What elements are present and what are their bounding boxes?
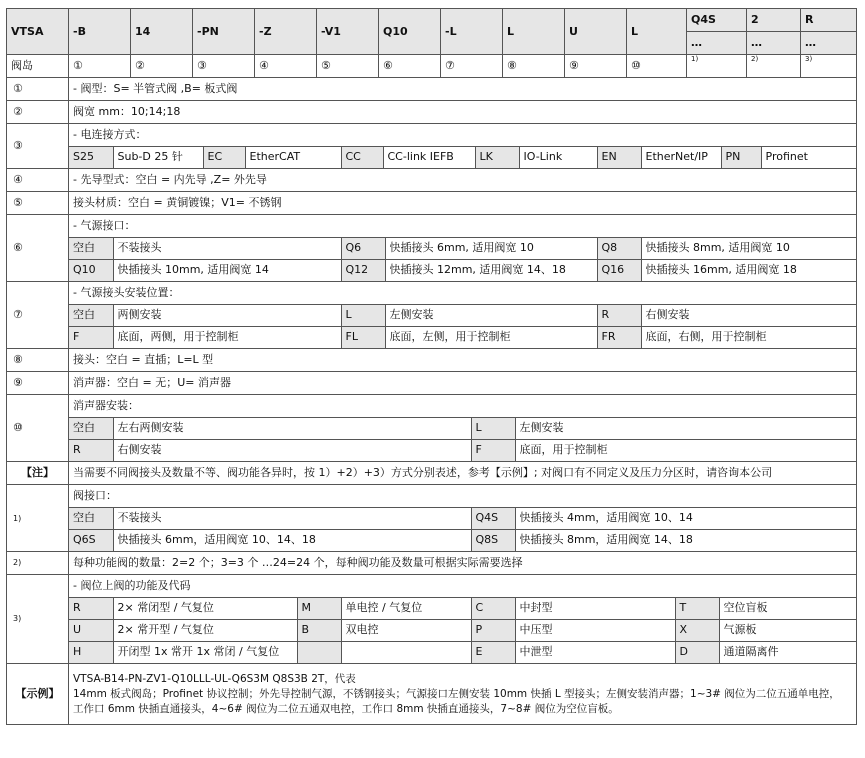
port-code: Q8S	[471, 529, 515, 551]
order-code-table	[6, 8, 856, 725]
port-code: Q4S	[471, 507, 515, 529]
supply-name: 快插接头 12mm, 适用阀宽 14、18	[385, 259, 597, 281]
row-label: 1)	[7, 485, 69, 552]
silencer-code: F	[471, 439, 515, 461]
silencer-mount-subtable	[69, 396, 857, 461]
row-connector	[7, 349, 857, 372]
position-name: 底面，右侧，用于控制柜	[641, 326, 857, 348]
row-label: ②	[7, 101, 69, 124]
row-label: ⑤	[7, 192, 69, 215]
supply-code: Q6	[341, 237, 385, 259]
row-text: 阀宽 mm：10;14;18	[69, 101, 857, 124]
function-code: R	[69, 597, 113, 619]
function-code: H	[69, 641, 113, 663]
header-c11: Q4S	[687, 9, 747, 32]
silencer-mount-title: 消声器安装：	[69, 396, 857, 418]
row-label: ④	[7, 169, 69, 192]
row-quantity	[7, 552, 857, 575]
row-label: 3)	[7, 575, 69, 664]
function-name: 空位盲板	[719, 597, 857, 619]
index-c0: 阀岛	[7, 55, 69, 78]
row-label: ①	[7, 78, 69, 101]
supply-position-subtable	[69, 283, 857, 348]
silencer-mount-block	[69, 395, 857, 462]
supply-name: 快插接头 10mm, 适用阀宽 14	[113, 259, 341, 281]
electrical-subtable	[69, 125, 857, 168]
function-name	[341, 641, 471, 663]
index-c6: ⑥	[379, 55, 441, 78]
supply-port-block	[69, 215, 857, 282]
example-line-1: VTSA-B14-PN-ZV1-Q10LLL-UL-Q6S3M Q8S3B 2T，代表	[73, 672, 356, 685]
silencer-code: 空白	[69, 417, 113, 439]
function-name: 2× 常开型 / 气复位	[113, 619, 297, 641]
index-c4: ④	[255, 55, 317, 78]
silencer-name: 左右两侧安装	[113, 417, 471, 439]
note-text: 当需要不同阀接头及数量不等、阀功能各异时，按 1）+2）+3）方式分别表述，参考【示例】; 对阀口有不同定义及压力分区时，请咨询本公司	[69, 462, 857, 485]
index-c5: ⑤	[317, 55, 379, 78]
silencer-name: 右侧安装	[113, 439, 471, 461]
supply-code: Q10	[69, 259, 113, 281]
position-code: 空白	[69, 304, 113, 326]
row-label: ⑩	[7, 395, 69, 462]
position-code: F	[69, 326, 113, 348]
valve-port-block	[69, 485, 857, 552]
header-c12: 2	[747, 9, 801, 32]
header-c3: -PN	[193, 9, 255, 55]
example-line-2: 14mm 板式阀岛；Profinet 协议控制；外先导控制气源，不锈钢接头；气源接口左侧安装 10mm 快插 L 型接头；左侧安装消声器；1~3# 阀位为二位五通单电控，	[73, 687, 840, 700]
valve-function-block	[69, 575, 857, 664]
index-c1: ①	[69, 55, 131, 78]
position-name: 底面，两侧，用于控制柜	[113, 326, 341, 348]
row-label: ⑨	[7, 372, 69, 395]
electrical-code: CC	[341, 146, 383, 168]
position-code: R	[597, 304, 641, 326]
row-pilot	[7, 169, 857, 192]
supply-name: 不装接头	[113, 237, 341, 259]
note-label: 【注】	[7, 462, 69, 485]
supply-position-block	[69, 282, 857, 349]
row-text: 消声器：空白 = 无；U= 消声器	[69, 372, 857, 395]
function-name: 气源板	[719, 619, 857, 641]
electrical-code: LK	[475, 146, 519, 168]
header-c0: VTSA	[7, 9, 69, 55]
row-label: ⑦	[7, 282, 69, 349]
header-c4: -Z	[255, 9, 317, 55]
function-name: 通道隔离件	[719, 641, 857, 663]
function-name: 中泄型	[515, 641, 675, 663]
position-code: L	[341, 304, 385, 326]
function-name: 开闭型 1x 常开 1x 常闭 / 气复位	[113, 641, 297, 663]
port-name: 快插接头 4mm，适用阀宽 10、14	[515, 507, 857, 529]
row-supply-position	[7, 282, 857, 349]
valve-port-title: 阀接口：	[69, 486, 857, 508]
electrical-name: Profinet	[761, 146, 857, 168]
electrical-code: EN	[597, 146, 641, 168]
function-code: B	[297, 619, 341, 641]
function-name: 中压型	[515, 619, 675, 641]
silencer-name: 左侧安装	[515, 417, 857, 439]
row-text: - 阀型：S= 半管式阀 ,B= 板式阀	[69, 78, 857, 101]
position-code: FR	[597, 326, 641, 348]
index-c10: ⑩	[627, 55, 687, 78]
port-code: 空白	[69, 507, 113, 529]
position-name: 底面，左侧，用于控制柜	[385, 326, 597, 348]
header-code-row	[7, 9, 857, 32]
function-code: C	[471, 597, 515, 619]
header-c11-ellipsis: …	[687, 32, 747, 55]
function-code: U	[69, 619, 113, 641]
header-c12-ellipsis: …	[747, 32, 801, 55]
electrical-name: CC-link IEFB	[383, 146, 475, 168]
row-label: ⑧	[7, 349, 69, 372]
supply-port-subtable	[69, 216, 857, 281]
function-name: 2× 常闭型 / 气复位	[113, 597, 297, 619]
silencer-code: L	[471, 417, 515, 439]
function-code: X	[675, 619, 719, 641]
valve-port-subtable	[69, 486, 857, 551]
function-code	[297, 641, 341, 663]
row-text: 接头：空白 = 直插；L=L 型	[69, 349, 857, 372]
function-code: P	[471, 619, 515, 641]
function-name: 中封型	[515, 597, 675, 619]
electrical-name: IO-Link	[519, 146, 597, 168]
row-label: 2)	[7, 552, 69, 575]
supply-port-title: - 气源接口：	[69, 216, 857, 238]
header-c10: L	[627, 9, 687, 55]
row-silencer-mount	[7, 395, 857, 462]
index-c11: 1)	[687, 55, 747, 78]
supply-code: Q16	[597, 259, 641, 281]
valve-function-title: - 阀位上阀的功能及代码	[69, 576, 857, 598]
port-name: 快插接头 6mm，适用阀宽 10、14、18	[113, 529, 471, 551]
index-c2: ②	[131, 55, 193, 78]
example-line-3: 工作口 6mm 快插直通接头，4~6# 阀位为二位五通双电控，工作口 8mm 快插直通接头，7~8# 阀位为空位盲板。	[73, 702, 619, 715]
function-code: M	[297, 597, 341, 619]
function-code: D	[675, 641, 719, 663]
supply-name: 快插接头 6mm, 适用阀宽 10	[385, 237, 597, 259]
position-name: 左侧安装	[385, 304, 597, 326]
electrical-code: EC	[203, 146, 245, 168]
row-valve-width	[7, 101, 857, 124]
row-silencer	[7, 372, 857, 395]
electrical-block	[69, 124, 857, 169]
header-c13-ellipsis: …	[801, 32, 857, 55]
index-c7: ⑦	[441, 55, 503, 78]
silencer-code: R	[69, 439, 113, 461]
index-c13: 3)	[801, 55, 857, 78]
row-label: ⑥	[7, 215, 69, 282]
port-name: 不装接头	[113, 507, 471, 529]
port-code: Q6S	[69, 529, 113, 551]
supply-code: Q8	[597, 237, 641, 259]
supply-code: Q12	[341, 259, 385, 281]
electrical-name: EtherNet/IP	[641, 146, 721, 168]
row-example	[7, 664, 857, 725]
row-valve-function	[7, 575, 857, 664]
silencer-name: 底面，用于控制柜	[515, 439, 857, 461]
main-table	[6, 8, 857, 725]
electrical-code: PN	[721, 146, 761, 168]
index-c3: ③	[193, 55, 255, 78]
function-code: T	[675, 597, 719, 619]
header-c13: R	[801, 9, 857, 32]
header-c9: U	[565, 9, 627, 55]
position-name: 右侧安装	[641, 304, 857, 326]
electrical-name: Sub-D 25 针	[113, 146, 203, 168]
position-code: FL	[341, 326, 385, 348]
electrical-name: EtherCAT	[245, 146, 341, 168]
row-note	[7, 462, 857, 485]
row-text: 接头材质：空白 = 黄铜镀镍；V1= 不锈钢	[69, 192, 857, 215]
row-text: 每种功能阀的数量：2=2 个；3=3 个 …24=24 个，每种阀功能及数量可根据实际需要选择	[69, 552, 857, 575]
row-material	[7, 192, 857, 215]
index-c9: ⑨	[565, 55, 627, 78]
header-c5: -V1	[317, 9, 379, 55]
header-c1: -B	[69, 9, 131, 55]
valve-function-subtable	[69, 576, 857, 663]
example-body	[69, 664, 857, 725]
row-text: - 先导型式：空白 = 内先导 ,Z= 外先导	[69, 169, 857, 192]
electrical-code: S25	[69, 146, 113, 168]
index-c8: ⑧	[503, 55, 565, 78]
row-valve-port	[7, 485, 857, 552]
supply-code: 空白	[69, 237, 113, 259]
function-code: E	[471, 641, 515, 663]
index-c12: 2)	[747, 55, 801, 78]
function-name: 单电控 / 气复位	[341, 597, 471, 619]
supply-name: 快插接头 8mm, 适用阀宽 10	[641, 237, 857, 259]
row-supply-port	[7, 215, 857, 282]
example-label: 【示例】	[7, 664, 69, 725]
position-name: 两侧安装	[113, 304, 341, 326]
header-c2: 14	[131, 9, 193, 55]
header-c6: Q10	[379, 9, 441, 55]
function-name: 双电控	[341, 619, 471, 641]
row-label: ③	[7, 124, 69, 169]
row-electrical	[7, 124, 857, 169]
electrical-title: - 电连接方式：	[69, 125, 857, 147]
port-name: 快插接头 8mm，适用阀宽 14、18	[515, 529, 857, 551]
row-valve-type	[7, 78, 857, 101]
supply-position-title: - 气源接头安装位置：	[69, 283, 857, 305]
supply-name: 快插接头 16mm, 适用阀宽 18	[641, 259, 857, 281]
header-c7: -L	[441, 9, 503, 55]
header-c8: L	[503, 9, 565, 55]
index-row	[7, 55, 857, 78]
